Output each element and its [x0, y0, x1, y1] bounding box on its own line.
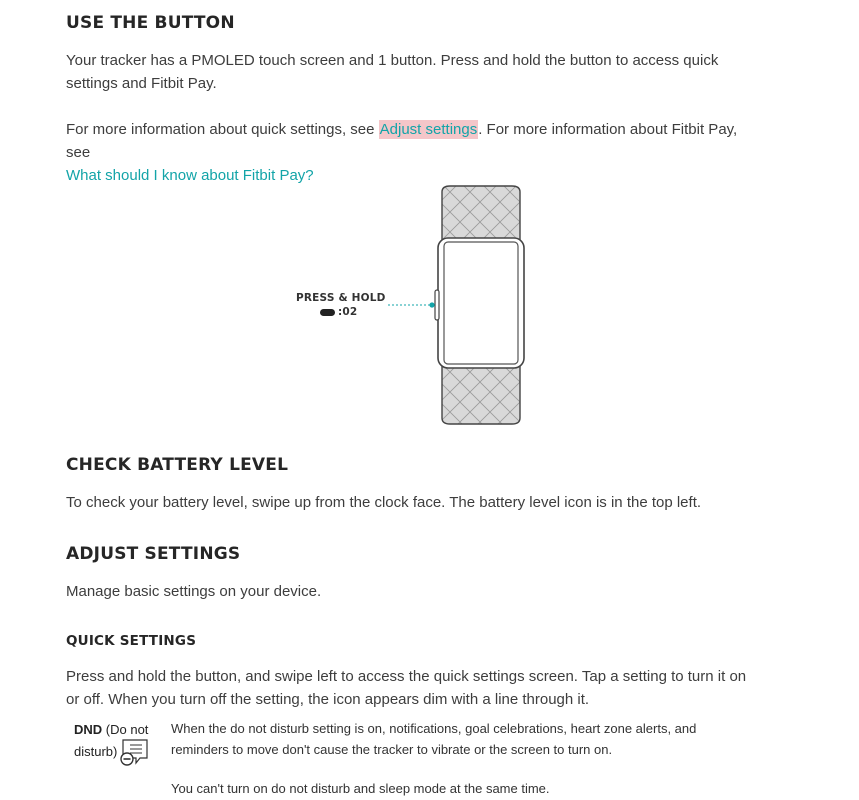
side-button [435, 290, 439, 320]
press-hold-duration [320, 306, 357, 318]
tracker-illustration [280, 182, 540, 432]
dnd-description: When the do not disturb setting is on, notifications, goal celebrations, heart zone alerts, and reminders to move don't cause the tracker to vibrate or the screen to turn on. [171, 721, 697, 757]
press-hold-time: :02 [338, 306, 358, 318]
quick-settings-paragraph: Press and hold the button, and swipe left to access the quick settings screen. Tap a setting to turn it on or off. When you turn off the setting, the icon appears dim with a line through it. [66, 668, 747, 708]
button-pill-icon [320, 309, 335, 316]
press-hold-label: PRESS & HOLD [296, 292, 386, 304]
top-band [442, 186, 520, 244]
dnd-term-rest: (Do not disturb) [74, 722, 149, 759]
battery-paragraph: To check your battery level, swipe up from the clock face. The battery level icon is in the top left. [66, 494, 702, 511]
subheading-quick-settings: QUICK SETTINGS [66, 633, 197, 649]
adjust-settings-link[interactable]: Adjust settings [379, 121, 478, 138]
callout-dot [429, 302, 434, 307]
dnd-note: You can't turn on do not disturb and sleep mode at the same time. [171, 781, 550, 796]
fitbit-pay-link[interactable]: What should I know about Fitbit Pay? [66, 167, 314, 184]
tracker-screen [444, 242, 518, 364]
adjust-settings-paragraph: Manage basic settings on your device. [66, 583, 322, 600]
section-heading-use-the-button: USE THE BUTTON [66, 13, 235, 33]
button-intro-paragraph: Your tracker has a PMOLED touch screen and 1 button. Press and hold the button to access quick settings and Fitbit Pay. [66, 52, 719, 92]
more-info-prefix: For more information about quick settings, see [66, 121, 379, 138]
section-heading-check-battery: CHECK BATTERY LEVEL [66, 455, 289, 475]
more-info-middle: . For more information about Fitbit Pay, see [66, 121, 738, 161]
bottom-band [442, 362, 520, 424]
button-more-info-paragraph [66, 118, 756, 187]
section-heading-adjust-settings: ADJUST SETTINGS [66, 544, 241, 564]
dnd-term-bold: DND [74, 722, 103, 737]
dnd-icon [119, 738, 151, 766]
